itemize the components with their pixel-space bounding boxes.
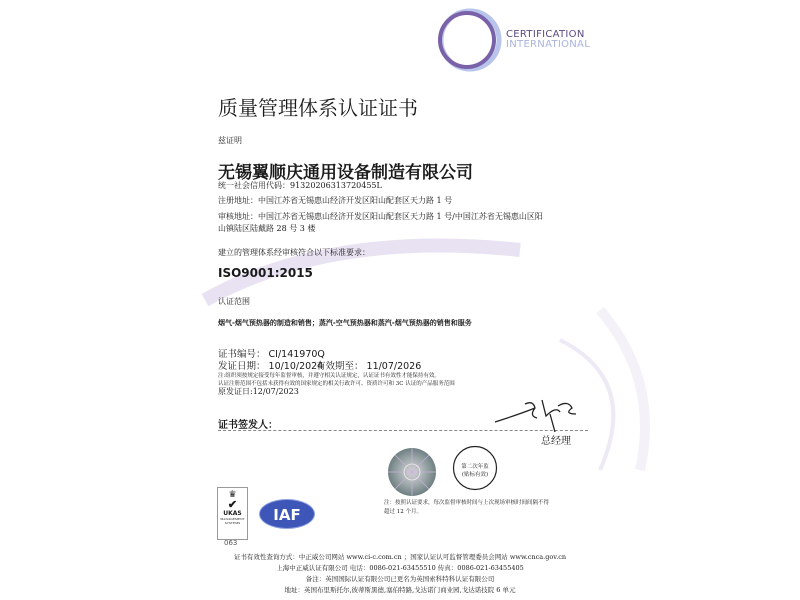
hologram-seal-icon <box>386 446 438 498</box>
footer-line3: 备注：英国国际认证有限公司已更名为英国索科特科认证有限公司 <box>305 575 495 583</box>
valid-until: 有效期至： 11/07/2026 <box>316 361 422 372</box>
scope-label: 认证范围 <box>218 297 250 306</box>
registered-address: 注册地址：中国江苏省无锡惠山经济开发区阳山配套区天力路 1 号 <box>218 196 453 205</box>
audit-address-line2: 山镇陆区陆戴路 28 号 3 楼 <box>218 224 316 233</box>
original-issue-date: 原发证日:12/07/2023 <box>218 387 299 396</box>
scope: 烟气-烟气预热器的制造和销售；蒸汽-空气预热器和蒸汽-烟气预热器的销售和服务 <box>218 318 472 327</box>
ukas-name: UKAS <box>223 510 242 517</box>
seal-note-line1: 注：按照认证要求，每次监督审核时间与上次现场审核时间间隔不得 <box>384 500 550 506</box>
ukas-number: 063 <box>224 539 238 547</box>
page-title: 质量管理体系认证证书 <box>218 96 418 120</box>
certify-text: 兹证明 <box>218 136 242 145</box>
issue-date: 发证日期： 10/10/2024 <box>218 361 324 372</box>
logo-line1: CERTIFICATION <box>506 29 585 40</box>
signer-title: 总经理 <box>541 436 571 447</box>
checkmark-icon: ✔ <box>227 498 238 511</box>
crown-icon: ♛ <box>228 490 237 500</box>
ukas-sub1: MANAGEMENT <box>220 517 245 521</box>
certificate-number: 证书编号： CI/141970Q <box>218 349 325 360</box>
seal-text-line2: (贴标有效) <box>461 472 489 478</box>
standard: ISO9001:2015 <box>218 266 313 280</box>
credit-code: 统一社会信用代码：91320206313720455L <box>218 181 382 190</box>
ukas-sub2: SYSTEMS <box>224 521 241 525</box>
signer-label: 证书签发人： <box>218 420 278 431</box>
logo-line2: INTERNATIONAL <box>506 39 591 50</box>
seal-note-line2: 超过 12 个月。 <box>384 509 422 515</box>
statement: 建立的管理体系经审核符合以下标准要求： <box>218 248 370 257</box>
iaf-logo: IAF <box>259 499 315 529</box>
company-name: 无锡翼顺庆通用设备制造有限公司 <box>218 163 473 183</box>
footer-line1: 证书有效性查询方式：中正威公司网站 www.ci-c.com.cn ；国家认证认可监督管理委员会网站 www.cnca.gov.cn <box>233 553 567 561</box>
ukas-logo <box>217 487 248 540</box>
footer-line4: 地址：英国布里斯托尔,彼蒂斯黑德,塞伯特路,戈达诺门商业园,戈达诺技院 6 单元 <box>284 586 516 594</box>
logo-ring-icon <box>433 5 513 75</box>
signature <box>490 394 590 434</box>
footer-line2: 上海中正威认证有限公司 电话：0086-021-63455510 传真：0086-021-63455405 <box>276 564 524 572</box>
seal-text-line1: 第二次年监 <box>461 464 489 470</box>
audit-address-line1: 审核地址：中国江苏省无锡惠山经济开发区阳山配套区天力路 1 号/中国江苏省无锡惠山区阳 <box>218 212 543 221</box>
note-line2: 认证注册范围不包括未获得有效的国家规定的相关行政许可、资质许可和 3C 认证的产品服务范围 <box>218 381 455 387</box>
note-line1: 注:组织须按规定接受每年监督审核，并遵守相关认证规定，认证证书有效性才能保持有效。 <box>218 373 440 379</box>
